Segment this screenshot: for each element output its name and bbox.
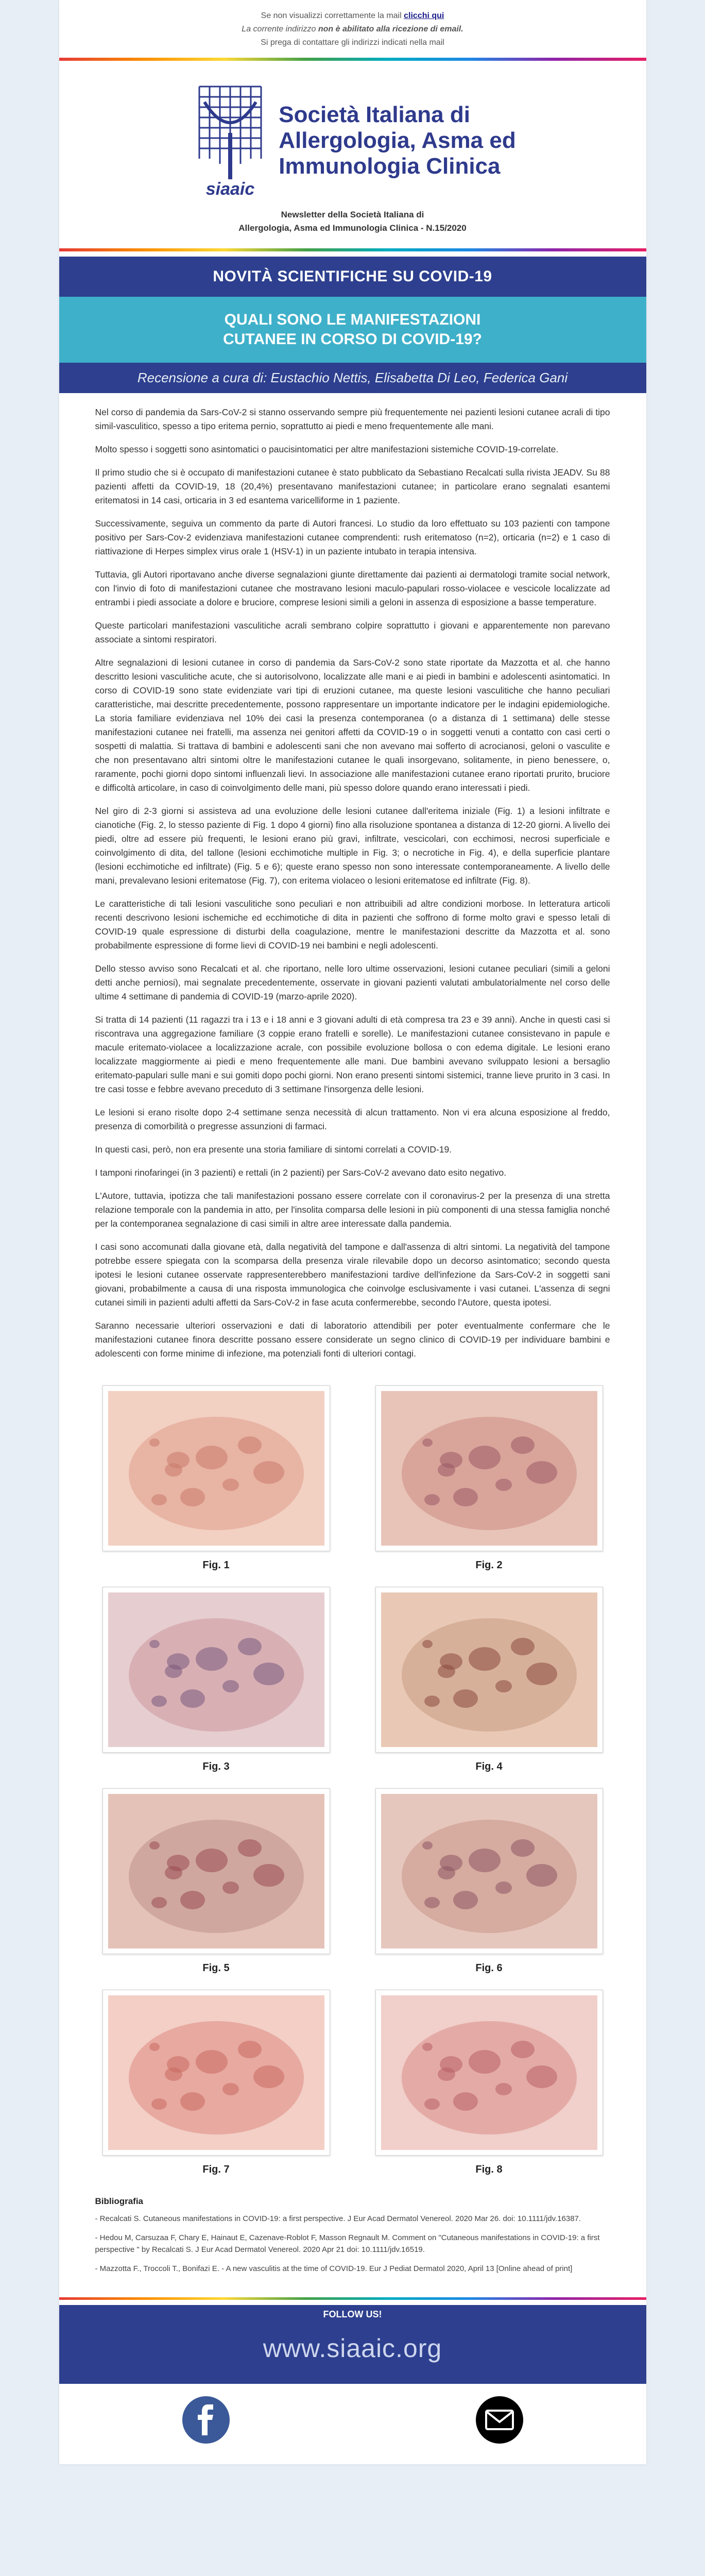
article-paragraph: I casi sono accomunati dalla giovane età, dalla negatività del tampone e dall'assenza di altri sintomi. La negatività del tampone potrebbe essere spiegata con la scomparsa della presenza virale rilevabile dopo un decorso asintomatico; secondo questa ipotesi le lesioni cutanee osservate rappresenterebbero manifestazioni tardive dell'infezione da Sars-CoV-2 in soggetti sani giovani, probabilmente a causa di una risposta immunologica che coinvolge esclusivamente i vasi cutanei. L'assenza di segni cutanei simili in pazienti adulti affetti da Sars-CoV-2 in fase acuta confermerebbe, secondo l'Autore, questa ipotesi. [95, 1242, 610, 1308]
footer-website [59, 2324, 646, 2384]
figure-caption: Fig. 3 [202, 1761, 230, 1772]
facebook-icon[interactable] [182, 2396, 230, 2444]
newsletter-subtitle-line: Newsletter della Società Italiana di [281, 210, 424, 219]
article-paragraph: Successivamente, seguiva un commento da parte di Autori francesi. Lo studio da loro effettuato su 103 pazienti con tampone positivo per Sars-Cov-2 evidenziava manifestazioni cutanee comprendenti: rush eritematoso (n=2), orticaria (n=2) e 1 caso di riattivazione di Herpes simplex virus orale 1 (HSV-1) in un paziente intubato in terapia intensiva. [95, 518, 610, 556]
cyanotic-toes-photo [381, 1391, 597, 1546]
figure-frame [102, 1788, 330, 1954]
article-paragraph: Le lesioni si erano risolte dopo 2-4 settimane senza necessità di alcun trattamento. Non vi era alcuna esposizione al freddo, presenza di comorbilità o pregresse assunzioni di farmaci. [95, 1107, 610, 1131]
preheader-text: La corrente indirizzo [242, 25, 316, 33]
article-paragraph: Saranno necessarie ulteriori osservazioni e dati di laboratorio attendibili per poter eventualmente confermare che le manifestazioni cutanee finora descritte possano essere considerate un segno clinico di COVID-19 per individuare bambini e adolescenti con forme minime di infezione, ma potenziali fonti di ulteriori contagi. [95, 1320, 610, 1359]
bibliography-list [95, 2213, 610, 2275]
newsletter-page [59, 0, 646, 2464]
bibliography-title: Bibliografia [95, 2196, 144, 2206]
article-paragraph: Nel corso di pandemia da Sars-CoV-2 si stanno osservando sempre più frequentemente nei pazienti lesioni cutanee acrali di tipo simil-vasculitico, spesso a tipo eritema pernio, soprattutto ai piedi e meno frequentemente alle mani. [95, 407, 610, 431]
logo-name-line: Società Italiana di [279, 102, 470, 127]
figure-caption: Fig. 1 [202, 1560, 230, 1571]
social-links [59, 2384, 646, 2464]
bibliography-item: - Recalcati S. Cutaneous manifestations in COVID-19: a first perspective. J Eur Acad Dermatol Venereol. 2020 Mar 26. doi: 10.1111/jdv.16387. [95, 2214, 581, 2223]
website-link[interactable]: www.siaaic.org [263, 2334, 442, 2363]
newsletter-subtitle [59, 205, 646, 243]
figure-frame [102, 1587, 330, 1753]
logo-name-line: Immunologia Clinica [279, 154, 501, 179]
rainbow-divider [59, 248, 646, 251]
figure-caption: Fig. 5 [202, 1962, 230, 1974]
article-paragraph: In questi casi, però, non era presente una storia familiare di sintomi correlati a COVID-19. [95, 1144, 452, 1155]
email-icon[interactable] [476, 2396, 523, 2444]
ecchymotic-heel-photo [108, 1592, 324, 1747]
article-paragraph: I tamponi rinofaringei (in 3 pazienti) e rettali (in 2 pazienti) per Sars-CoV-2 avevano dato esito negativo. [95, 1167, 507, 1178]
infiltrated-sole-photo [381, 1794, 597, 1948]
erythema-toes-photo [108, 1391, 324, 1546]
erythematous-fingers-photo [108, 1995, 324, 2150]
article-body [59, 393, 646, 1375]
newsletter-subtitle-line: Allergologia, Asma ed Immunologia Clinica - N.15/2020 [238, 223, 467, 233]
figure-frame [375, 1587, 603, 1753]
figure-caption: Fig. 6 [475, 1962, 503, 1974]
article-title [59, 297, 646, 363]
figure-frame [102, 1385, 330, 1551]
logo-name [279, 102, 515, 179]
figure [95, 1385, 337, 1571]
preheader-text: Se non visualizzi correttamente la mail [261, 11, 402, 20]
article-title-line: CUTANEE IN CORSO DI COVID-19? [223, 331, 482, 348]
figure [95, 1587, 337, 1773]
view-online-link[interactable]: clicchi qui [404, 11, 444, 20]
preheader-line-3: Si prega di contattare gli indirizzi indicati nella mail [261, 38, 444, 47]
siaaic-logo-mark [189, 81, 271, 200]
article-paragraph: Molto spesso i soggetti sono asintomatici o paucisintomatici per altre manifestazioni sistemiche COVID-19-correlate. [95, 444, 559, 454]
figure-caption: Fig. 2 [475, 1560, 503, 1571]
figure [368, 1788, 610, 1974]
figure-frame [102, 1990, 330, 2156]
article-paragraph: Il primo studio che si è occupato di manifestazioni cutanee è stato pubblicato da Sebastiano Recalcati sulla rivista JEADV. Su 88 pazienti affetti da COVID-19, 18 (20,4%) presentavano manifestazioni cutanee; in particolare erano segnalati esantemi eritematosi in 14 casi, orticaria in 3 ed esantema varicelliforme in 1 paziente. [95, 467, 610, 505]
article-paragraph: Tuttavia, gli Autori riportavano anche diverse segnalazioni giunte direttamente dai pazienti ai dermatologi tramite social network, con l'invio di foto di manifestazioni cutanee che mostravano lesioni maculo-papulari rosso-violacee e vescicole localizzate ad entrambi i piedi associate a dolore e bruciore, comprese lesioni simili a geloni in assenza di esposizione a basse temperature. [95, 569, 610, 607]
figure-caption: Fig. 7 [202, 2164, 230, 2175]
figure-caption: Fig. 8 [475, 2164, 503, 2175]
article-paragraph: Queste particolari manifestazioni vasculitiche acrali sembrano colpire soprattutto i giovani e apparentemente non parevano associate a sintomi respiratori. [95, 620, 610, 645]
figure [368, 1990, 610, 2176]
bibliography [59, 2181, 646, 2292]
section-title: NOVITÀ SCIENTIFICHE SU COVID-19 [59, 257, 646, 297]
necrotic-heel-photo [381, 1592, 597, 1747]
violaceous-fingers-photo [381, 1995, 597, 2150]
preheader-emphasis: non è abilitato alla ricezione di email. [318, 25, 463, 33]
figure-grid [59, 1375, 646, 2181]
preheader [59, 0, 646, 53]
logo[interactable] [59, 66, 646, 205]
figure [368, 1587, 610, 1773]
figure-frame [375, 1990, 603, 2156]
article-paragraph: Nel giro di 2-3 giorni si assisteva ad una evoluzione delle lesioni cutanee dall'eritema iniziale (Fig. 1) a lesioni infiltrate e cianotiche (Fig. 2, lo stesso paziente di Fig. 1 dopo 4 giorni) fino alla risoluzione spontanea a distanza di 12-20 giorni. A livello dei piedi, oltre ad essere più frequenti, le lesioni erano più gravi, infiltrate, vescicolari, con ecchimosi, necrosi superficiale e coinvolgimento di dita, del tallone (lesioni ecchimotiche multiple in Fig. 3; o necrotiche in Fig. 4), e della superficie plantare (lesioni ecchimotiche ed infiltrate) (Fig. 5 e 6); queste erano spesso non sono interessate contemporaneamente. A livello delle mani, prevalevano lesioni eritematose (Fig. 7), con eritema violaceo o lesioni eritematose ed infiltrate (Fig. 8). [95, 806, 610, 886]
article-paragraph: Le caratteristiche di tali lesioni vasculitiche sono peculiari e non attribuibili ad altre condizioni morbose. In letteratura articoli recenti descrivono lesioni ischemiche ed ecchimotiche di dita in pazienti che soffrono di forme molto gravi e spesso letali di COVID-19 quale espressione di disturbi della coagulazione, mentre le manifestazioni descritte da Mazzotta et al. sono probabilmente espressione di forme lievi di COVID-19 nei bambini e negli adolescenti. [95, 899, 610, 951]
logo-name-line: Allergologia, Asma ed [279, 128, 516, 153]
follow-us-label: FOLLOW US! [59, 2305, 646, 2324]
bibliography-item: - Mazzotta F., Troccoli T., Bonifazi E. - A new vasculitis at the time of COVID-19. Eur J Pediat Dermatol 2020, April 13 [Online ahead of print] [95, 2264, 573, 2273]
figure-caption: Fig. 4 [475, 1761, 503, 1772]
logo-mark-text: siaaic [205, 179, 255, 199]
article-paragraph: L'Autore, tuttavia, ipotizza che tali manifestazioni possano essere correlate con il coronavirus-2 per la presenza di una stretta relazione temporale con la pandemia in atto, per l'insolita comparsa delle lesioni in più componenti di una stessa famiglia nonché per la contemporanea segnalazione di casi simili in altre aree interessate dalla pandemia. [95, 1191, 610, 1229]
plantar-lesions-photo [108, 1794, 324, 1948]
article-paragraph: Dello stesso avviso sono Recalcati et al. che riportano, nelle loro ultime osservazioni, lesioni cutanee peculiari (simili a geloni detti anche perniosi), mai segnalate precedentemente, osservate in giovani pazienti valutati ambulatorialmente nel corso delle ultime 4 settimane di pandemia di COVID-19 (marzo-aprile 2020). [95, 963, 610, 1002]
figure [95, 1990, 337, 2176]
figure [368, 1385, 610, 1571]
article-paragraph: Altre segnalazioni di lesioni cutanee in corso di pandemia da Sars-CoV-2 sono state riportate da Mazzotta et al. che hanno descritto lesioni vasculitiche acute, che si autorisolvono, localizzate alle mani e ai piedi in bambini e adolescenti asintomatici. In corso di COVID-19 sono state evidenziate vari tipi di eruzioni cutanee, ma queste lesioni vasculitiche che hanno peculiari caratteristiche, mai descritte precedentemente, possono rappresentare un importante indicatore per le indagini epidemiologiche. La storia familiare evidenziava nel 10% dei casi la presenza contemporanea (o a distanza di 1 settimana) delle stesse manifestazioni cutanee nei fratelli, ma assenza nei genitori affetti da COVID-19 o in soggetti venuti a contatto con casi certi o sospetti di malattia. Si trattava di bambini e adolescenti sani che non avevano mai sofferto di acrocianosi, geloni o vasculite e che non presentavano altri sintomi oltre le manifestazioni cutanee le quali insorgevano, solitamente, in pieno benessere, o, raramente, pochi giorni dopo sintomi influenzali lievi. In associazione alle manifestazioni cutanee erano riportati prurito, bruciore e difficoltà articolare, in caso di coinvolgimento delle mani, più spesso dolore quando erano interessati i piedi. [95, 657, 610, 793]
figure-frame [375, 1788, 603, 1954]
rainbow-divider [59, 58, 646, 61]
bibliography-item: - Hedou M, Carsuzaa F, Chary E, Hainaut E, Cazenave-Roblot F, Masson Regnault M. Comment on "Cutaneous manifestations in COVID-19: a first perspective " by Recalcati S. J Eur Acad Dermatol Venereol. 2020 Apr 21 doi: 10.1111/jdv.16519. [95, 2233, 600, 2254]
article-title-line: QUALI SONO LE MANIFESTAZIONI [224, 311, 481, 328]
article-review-credit: Recensione a cura di: Eustachio Nettis, Elisabetta Di Leo, Federica Gani [59, 363, 646, 393]
preheader-line-2 [59, 23, 646, 36]
preheader-line-1 [59, 9, 646, 23]
figure [95, 1788, 337, 1974]
rainbow-divider [59, 2297, 646, 2300]
article-paragraph: Si tratta di 14 pazienti (11 ragazzi tra i 13 e i 18 anni e 3 giovani adulti di età compresa tra 23 e 39 anni). Anche in questi casi si riscontrava una aggregazione familiare (3 coppie erano fratelli e sorelle). Le manifestazioni cutanee consistevano in papule e macule eritemato-violacee a localizzazione acrale, con possibile evoluzione bollosa o con edema digitale. Le lesioni erano localizzate maggiormente ai piedi e meno frequentemente alle mani. Due bambini avevano sviluppato lesioni a bersaglio eritemato-papulari sulle mani e sui gomiti dopo pochi giorni. Non erano presenti sintomi sistemici, tranne lieve prurito in 3 casi. In tre casi tosse e febbre avevano preceduto di 3 settimane l'insorgenza delle lesioni. [95, 1014, 610, 1094]
figure-frame [375, 1385, 603, 1551]
